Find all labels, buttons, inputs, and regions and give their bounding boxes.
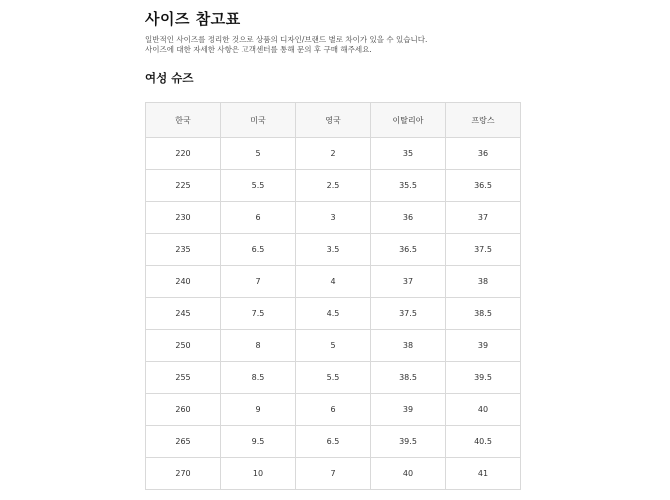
table-cell: 4	[296, 266, 371, 298]
table-row	[146, 266, 521, 298]
description-line: 사이즈에 대한 자세한 사항은 고객센터를 통해 문의 후 구매 해주세요.	[145, 45, 372, 54]
table-row	[146, 170, 521, 202]
table-cell: 3.5	[296, 234, 371, 266]
table-cell: 36	[446, 138, 521, 170]
description	[145, 35, 427, 55]
table-cell: 7	[221, 266, 296, 298]
table-cell: 35.5	[371, 170, 446, 202]
table-cell: 39	[371, 394, 446, 426]
table-cell: 6.5	[296, 426, 371, 458]
table-row	[146, 234, 521, 266]
table-cell: 6	[221, 202, 296, 234]
table-cell: 39.5	[371, 426, 446, 458]
table-cell: 7.5	[221, 298, 296, 330]
table-row	[146, 362, 521, 394]
table-cell: 2.5	[296, 170, 371, 202]
table-cell: 255	[146, 362, 221, 394]
table-cell: 230	[146, 202, 221, 234]
column-header-uk: 영국	[296, 103, 371, 138]
table-cell: 245	[146, 298, 221, 330]
table-cell: 240	[146, 266, 221, 298]
table-cell: 6	[296, 394, 371, 426]
section-title: 여성 슈즈	[145, 71, 194, 85]
table-cell: 3	[296, 202, 371, 234]
table-cell: 36.5	[446, 170, 521, 202]
table-cell: 8	[221, 330, 296, 362]
table-cell: 225	[146, 170, 221, 202]
column-header-korea: 한국	[146, 103, 221, 138]
table-cell: 5	[296, 330, 371, 362]
table-cell: 4.5	[296, 298, 371, 330]
table-cell: 40	[446, 394, 521, 426]
table-row	[146, 202, 521, 234]
table-cell: 270	[146, 458, 221, 490]
table-cell: 9	[221, 394, 296, 426]
table-cell: 265	[146, 426, 221, 458]
table-cell: 38.5	[446, 298, 521, 330]
table-cell: 35	[371, 138, 446, 170]
column-header-italy: 이탈리아	[371, 103, 446, 138]
table-cell: 37.5	[371, 298, 446, 330]
table-cell: 250	[146, 330, 221, 362]
table-cell: 41	[446, 458, 521, 490]
table-cell: 8.5	[221, 362, 296, 394]
table-cell: 5.5	[221, 170, 296, 202]
table-cell: 220	[146, 138, 221, 170]
table-body	[146, 138, 521, 490]
table-cell: 37.5	[446, 234, 521, 266]
table-cell: 37	[371, 266, 446, 298]
table-cell: 5.5	[296, 362, 371, 394]
table-cell: 38	[446, 266, 521, 298]
table-cell: 7	[296, 458, 371, 490]
table-cell: 260	[146, 394, 221, 426]
table-cell: 40	[371, 458, 446, 490]
table-cell: 36.5	[371, 234, 446, 266]
table-row	[146, 458, 521, 490]
page-title: 사이즈 참고표	[145, 10, 241, 28]
table-cell: 2	[296, 138, 371, 170]
table-row	[146, 138, 521, 170]
table-cell: 10	[221, 458, 296, 490]
table-cell: 39	[446, 330, 521, 362]
size-table	[145, 102, 521, 490]
table-cell: 6.5	[221, 234, 296, 266]
table-row	[146, 330, 521, 362]
table-cell: 37	[446, 202, 521, 234]
table-cell: 9.5	[221, 426, 296, 458]
column-header-usa: 미국	[221, 103, 296, 138]
table-cell: 40.5	[446, 426, 521, 458]
table-row	[146, 394, 521, 426]
table-row	[146, 426, 521, 458]
column-header-france: 프랑스	[446, 103, 521, 138]
description-line: 일반적인 사이즈를 정리한 것으로 상품의 디자인/브랜드 별로 차이가 있을 수 있습니다.	[145, 35, 428, 44]
table-cell: 39.5	[446, 362, 521, 394]
table-cell: 38	[371, 330, 446, 362]
table-cell: 36	[371, 202, 446, 234]
table-cell: 5	[221, 138, 296, 170]
table-cell: 235	[146, 234, 221, 266]
table-cell: 38.5	[371, 362, 446, 394]
table-row	[146, 298, 521, 330]
table-header-row	[146, 103, 521, 138]
